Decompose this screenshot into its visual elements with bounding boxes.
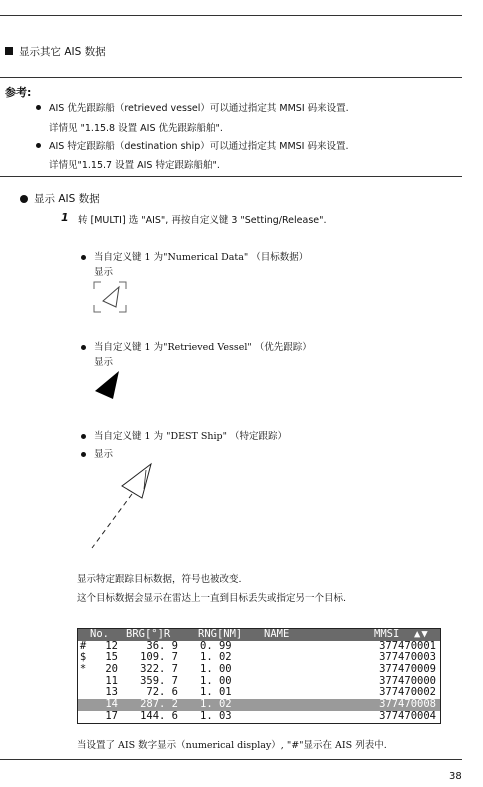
row-rng: 1. 00	[200, 663, 232, 676]
row-rng: 1. 02	[200, 698, 232, 711]
case-3-line2: 显示	[94, 449, 114, 460]
row-brg: 36. 9	[146, 639, 178, 652]
table-row[interactable]	[78, 711, 440, 723]
reference-item-2-line1: AIS 特定跟踪船（destination ship）可以通过指定其 MMSI 码来设置.	[49, 141, 349, 152]
row-mmsi: 377470009	[379, 663, 436, 676]
row-rng: 1. 02	[200, 651, 232, 664]
header-no: No.	[90, 628, 109, 640]
reference-item-1-line1: AIS 优先跟踪船（retrieved vessel）可以通过指定其 MMSI 码来设置.	[49, 103, 349, 114]
note-line-1: 显示特定跟踪目标数据，符号也被改变.	[77, 574, 242, 585]
round-bullet-icon	[20, 195, 28, 203]
row-mmsi: 377470001	[379, 639, 436, 652]
row-rng: 1. 00	[200, 674, 232, 687]
dest-ship-target-symbol-icon	[88, 460, 158, 550]
row-brg: 359. 7	[140, 674, 178, 687]
header-rng: RNG[NM]	[198, 628, 243, 640]
row-mmsi: 377470008	[379, 698, 436, 711]
row-mmsi: 377470004	[379, 709, 436, 722]
retrieved-vessel-filled-triangle-icon	[92, 370, 122, 402]
row-no: 15	[105, 651, 118, 664]
bullet-icon	[36, 105, 41, 110]
row-no: 11	[105, 674, 118, 687]
numerical-data-target-symbol-icon	[93, 281, 129, 315]
row-brg: 322. 7	[140, 663, 178, 676]
bullet-icon	[81, 434, 86, 439]
page-number: 38	[449, 771, 462, 782]
case-1-line1: 当自定义键 1 为"Numerical Data" （目标数据）	[94, 252, 309, 263]
square-bullet-icon	[5, 47, 13, 55]
header-brg: BRG[°]R	[126, 628, 171, 640]
row-no: 14	[105, 698, 118, 711]
bullet-icon	[81, 452, 86, 457]
bullet-icon	[36, 143, 41, 148]
row-mark: $	[79, 651, 87, 664]
reference-item-1-line2: 详情见 "1.15.8 设置 AIS 优先跟踪船舶".	[49, 123, 223, 134]
row-no: 20	[105, 663, 118, 676]
row-brg: 109. 7	[140, 651, 178, 664]
ais-list-header	[78, 629, 440, 641]
row-mmsi: 377470003	[379, 651, 436, 664]
row-no: 13	[105, 686, 118, 699]
reference-heading: 参考:	[5, 86, 32, 99]
case-3-line1: 当自定义键 1 为 "DEST Ship" （特定跟踪）	[94, 431, 288, 442]
row-brg: 72. 6	[146, 686, 178, 699]
header-mmsi: MMSI	[374, 628, 400, 640]
note-line-2: 这个目标数据会显示在雷达上一直到目标丢失或指定另一个目标.	[77, 593, 347, 604]
reference-top-rule	[0, 77, 462, 78]
reference-item-2-line2: 详情见"1.15.7 设置 AIS 特定跟踪船舶".	[49, 160, 220, 171]
row-mark: #	[79, 639, 87, 652]
row-brg: 287. 2	[140, 698, 178, 711]
row-no: 17	[105, 709, 118, 722]
table-row[interactable]	[78, 664, 440, 676]
row-mark: *	[79, 663, 87, 676]
procedure-heading: 显示 AIS 数据	[34, 193, 100, 205]
top-rule	[0, 15, 462, 16]
row-mmsi: 377470000	[379, 674, 436, 687]
row-rng: 1. 01	[200, 686, 232, 699]
bottom-rule	[0, 759, 462, 760]
row-rng: 0. 99	[200, 639, 232, 652]
header-name: NAME	[264, 628, 290, 640]
step-text: 转 [MULTI] 选 "AIS", 再按自定义键 3 "Setting/Release".	[78, 215, 327, 226]
row-mmsi: 377470002	[379, 686, 436, 699]
ais-list-table	[77, 628, 441, 724]
case-2-line1: 当自定义键 1 为"Retrieved Vessel" （优先跟踪）	[94, 342, 312, 353]
case-2-line2: 显示	[94, 357, 114, 368]
ais-list-caption: 当设置了 AIS 数字显示（numerical display）, "#"显示在 AIS 列表中.	[77, 740, 387, 751]
row-brg: 144. 6	[140, 709, 178, 722]
section-title	[5, 44, 106, 59]
step-number: 1	[61, 211, 69, 224]
bullet-icon	[81, 255, 86, 260]
reference-bottom-rule	[0, 176, 462, 177]
case-1-line2: 显示	[94, 267, 114, 278]
bullet-icon	[81, 345, 86, 350]
section-title-text: 显示其它 AIS 数据	[19, 46, 106, 58]
row-no: 12	[105, 639, 118, 652]
scroll-arrows-icon[interactable]: ▲▼	[414, 628, 429, 640]
row-rng: 1. 03	[200, 709, 232, 722]
